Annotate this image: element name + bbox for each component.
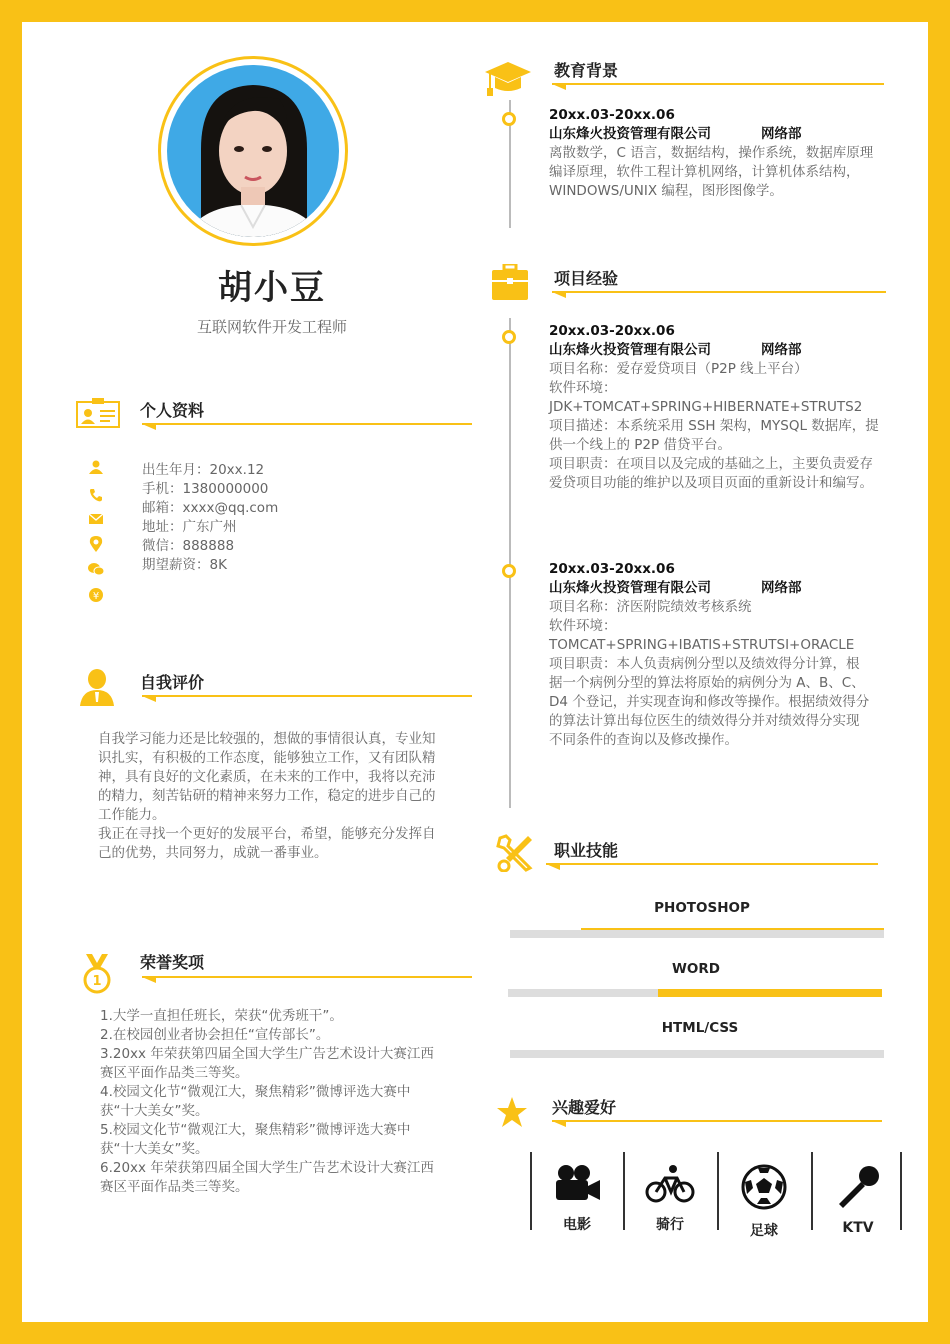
skill-bar-track [510, 1050, 884, 1058]
education-date: 20xx.03-20xx.06 [549, 107, 675, 123]
id-card-icon [76, 398, 120, 428]
honor-line: 6.20xx 年荣获第四届全国大学生广告艺术设计大赛江西 [100, 1160, 434, 1176]
salary-icon [89, 588, 103, 602]
skills-title-triangle [546, 864, 560, 870]
honor-line: 4.校园文化节“微观江大，聚焦精彩”微博评选大赛中 [100, 1084, 411, 1100]
hobby-label: 电影 [563, 1217, 591, 1233]
skill-name: PHOTOSHOP [654, 900, 750, 916]
education-line: WINDOWS/UNIX 编程，图形图像学。 [549, 183, 783, 199]
project-dept: 网络部 [761, 342, 802, 358]
phone-icon [89, 488, 103, 502]
project-org [549, 341, 909, 360]
project-line: 项目职责：本人负责病例分型以及绩效得分计算，根 [549, 656, 860, 672]
hobby-football [719, 1164, 809, 1240]
education-section-title: 教育背景 [554, 61, 619, 80]
hobby-ktv [813, 1164, 903, 1236]
briefcase-icon [492, 264, 528, 300]
self-eval-line: 的精力，刻苦钻研的精神来努力工作，稳定的进步自己的 [98, 788, 436, 804]
football-icon [741, 1164, 787, 1210]
project-line: 供一个线上的 P2P 借贷平台。 [549, 437, 731, 453]
honor-line: 赛区平面作品类三等奖。 [100, 1065, 249, 1081]
project-line: 据一个病例分型的算法将原始的病例分为 A、B、C、 [549, 675, 865, 691]
hobby-label: KTV [842, 1220, 874, 1236]
birth-info: 出生年月：20xx.12 [142, 462, 265, 478]
project-company: 山东烽火投资管理有限公司 [549, 580, 711, 596]
honors-section-title: 荣誉奖项 [140, 953, 205, 972]
project-org [549, 579, 909, 598]
wechat-info: 微信：888888 [142, 538, 235, 554]
bicycle-icon [645, 1164, 695, 1204]
hobby-movie [532, 1164, 622, 1234]
projects-title-underline [552, 291, 886, 293]
user-icon [89, 460, 103, 474]
education-line: 离散数学，C 语言，数据结构，操作系统，数据库原理 [549, 145, 874, 161]
job-title: 互联网软件开发工程师 [196, 318, 347, 336]
hobby-label: 足球 [750, 1223, 778, 1239]
personal-title-underline [142, 423, 472, 425]
avatar [158, 56, 348, 246]
education-line: 编译原理，软件工程计算机网络，计算机体系结构， [549, 164, 860, 180]
skill-bar-fill [658, 989, 882, 997]
salary-info: 期望薪资：8K [142, 557, 227, 573]
projects-title-triangle [552, 292, 566, 298]
phone-info: 手机：1380000000 [142, 481, 269, 497]
project-line: JDK+TOMCAT+SPRING+HIBERNATE+STRUTS2 [549, 399, 863, 415]
honors-list [100, 1007, 480, 1197]
education-company: 山东烽火投资管理有限公司 [549, 126, 711, 142]
skill-bar-track [510, 930, 884, 938]
skills-title-underline [546, 863, 878, 865]
project-dept: 网络部 [761, 580, 802, 596]
project-line: 软件环境： [549, 618, 617, 634]
self-eval-line: 工作能力。 [98, 807, 166, 823]
project-company: 山东烽火投资管理有限公司 [549, 342, 711, 358]
project-line: D4 个登记，并实现查询和修改等操作。根据绩效得分 [549, 694, 870, 710]
education-dept: 网络部 [761, 126, 802, 142]
honors-title-underline [142, 976, 472, 978]
project-entry [549, 560, 909, 750]
hobby-cycling [625, 1164, 715, 1234]
self-eval-title-triangle [142, 696, 156, 702]
project-line: 软件环境： [549, 380, 617, 396]
skill-name: WORD [672, 961, 720, 977]
person-name: 胡小豆 [218, 268, 326, 308]
education-timeline-dot [502, 112, 516, 126]
star-icon [496, 1096, 528, 1128]
self-eval-section-title: 自我评价 [140, 673, 205, 692]
honor-line: 1.大学一直担任班长，荣获“优秀班干”。 [100, 1008, 343, 1024]
hobbies-section-title: 兴趣爱好 [552, 1098, 617, 1117]
project-timeline-dot [502, 330, 516, 344]
personal-title-triangle [142, 424, 156, 430]
person-icon [80, 668, 114, 706]
wechat-icon [88, 562, 104, 576]
email-info: 邮箱：xxxx@qq.com [142, 500, 279, 516]
camera-icon [552, 1164, 602, 1204]
project-line: 项目名称：爱存爱贷项目（P2P 线上平台） [549, 361, 808, 377]
self-eval-line: 神，具有良好的文化素质，在未来的工作中，我将以充沛 [98, 769, 436, 785]
project-line: 的算法计算出每位医生的绩效得分并对绩效得分实现 [549, 713, 860, 729]
skills-section-title: 职业技能 [554, 841, 619, 860]
skill-name: HTML/CSS [661, 1020, 739, 1036]
resume-page [22, 22, 928, 1322]
honor-line: 获“十大美女”奖。 [100, 1103, 209, 1119]
project-date: 20xx.03-20xx.06 [549, 561, 675, 577]
education-entry [549, 106, 909, 201]
honor-line: 2.在校园创业者协会担任“宣传部长”。 [100, 1027, 330, 1043]
location-icon [89, 536, 103, 552]
personal-section-title: 个人资料 [140, 401, 205, 420]
microphone-icon [835, 1164, 881, 1210]
address-info: 地址：广东广州 [142, 519, 237, 535]
project-line: 项目职责：在项目以及完成的基础之上，主要负责爱存 [549, 456, 873, 472]
self-eval-line: 我正在寻找一个更好的发展平台，希望，能够充分发挥自 [98, 826, 436, 842]
hobby-label: 骑行 [656, 1217, 684, 1233]
project-line: 不同条件的查询以及修改操作。 [549, 732, 738, 748]
skill-bar-fill [581, 928, 884, 930]
svg-text:1: 1 [92, 974, 102, 989]
projects-timeline [509, 318, 511, 808]
honor-line: 获“十大美女”奖。 [100, 1141, 209, 1157]
project-line: 项目描述：本系统采用 SSH 架构，MYSQL 数据库，提 [549, 418, 879, 434]
hobbies-title-underline [552, 1120, 882, 1122]
svg-text:¥: ¥ [92, 591, 100, 602]
project-timeline-dot [502, 564, 516, 578]
mail-icon [89, 513, 103, 525]
education-org [549, 125, 909, 144]
self-eval-title-underline [142, 695, 472, 697]
tools-icon [496, 834, 534, 872]
hobbies-title-triangle [552, 1121, 566, 1127]
project-entry [549, 322, 909, 493]
graduation-cap-icon [485, 60, 531, 98]
project-line: 爱贷项目功能的维护以及项目页面的重新设计和编写。 [549, 475, 873, 491]
project-date: 20xx.03-20xx.06 [549, 323, 675, 339]
self-eval-text [98, 730, 478, 863]
project-line: TOMCAT+SPRING+IBATIS+STRUTSI+ORACLE [549, 637, 855, 653]
self-eval-line: 识扎实，有积极的工作态度，能够独立工作，又有团队精 [98, 750, 436, 766]
self-eval-line: 己的优势，共同努力，成就一番事业。 [98, 845, 328, 861]
honors-title-triangle [142, 977, 156, 983]
education-title-underline [552, 83, 884, 85]
honor-line: 3.20xx 年荣获第四届全国大学生广告艺术设计大赛江西 [100, 1046, 434, 1062]
project-line: 项目名称：济医附院绩效考核系统 [549, 599, 752, 615]
honor-line: 赛区平面作品类三等奖。 [100, 1179, 249, 1195]
projects-section-title: 项目经验 [554, 269, 619, 288]
education-title-triangle [552, 84, 566, 90]
honor-line: 5.校园文化节“微观江大，聚焦精彩”微博评选大赛中 [100, 1122, 411, 1138]
medal-icon [82, 954, 112, 994]
self-eval-line: 自我学习能力还是比较强的，想做的事情很认真，专业知 [98, 731, 436, 747]
